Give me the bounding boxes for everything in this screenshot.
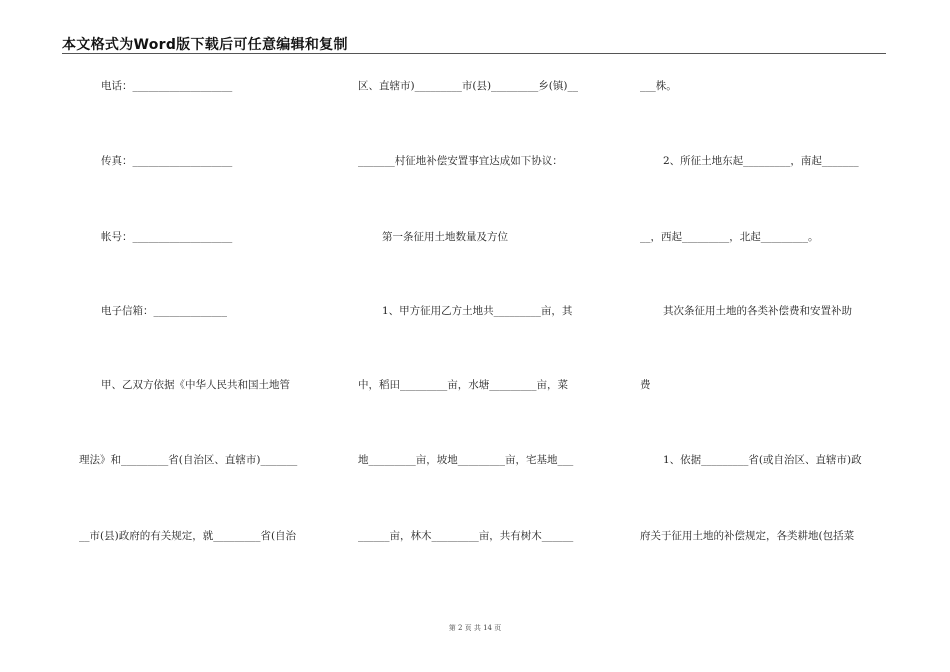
left-line-phone: 电话：___________________ — [101, 80, 233, 92]
right-line-fee: 费 — [640, 379, 651, 391]
middle-line-article-one: 第一条征用土地数量及方位 — [382, 231, 508, 243]
middle-line-district: 区、直辖市)_________市(县)_________乡(镇)__ — [358, 80, 578, 92]
left-line-city: __市(县)政府的有关规定，就_________省(自治 — [79, 530, 297, 542]
header-rule — [62, 53, 886, 54]
left-line-email: 电子信箱：______________ — [101, 305, 227, 317]
right-line-bounds-west: __，西起_________，北起_________。 — [640, 231, 819, 243]
middle-line-slope: 地_________亩，坡地_________亩，宅基地___ — [358, 454, 574, 466]
middle-line-paddy: 中，稻田_________亩，水塘_________亩，菜 — [358, 379, 568, 391]
document-header: 本文格式为Word版下载后可任意编辑和复制 — [62, 37, 348, 53]
right-line-regulation: 府关于征用土地的补偿规定，各类耕地(包括菜 — [640, 530, 855, 542]
left-line-law: 理法》和_________省(自治区、直辖市)_______ — [79, 454, 298, 466]
right-line-bounds-east: 2、所征土地东起_________，南起_______ — [663, 155, 859, 167]
right-line-province: 1、依据_________省(或自治区、直辖市)政 — [663, 454, 862, 466]
left-line-basis: 甲、乙双方依据《中华人民共和国土地管 — [101, 379, 290, 391]
middle-line-land-total: 1、甲方征用乙方土地共_________亩，其 — [382, 305, 573, 317]
left-line-fax: 传真：___________________ — [101, 155, 233, 167]
middle-line-village: _______村征地补偿安置事宜达成如下协议： — [358, 155, 563, 167]
left-line-account: 帐号：___________________ — [101, 231, 233, 243]
middle-line-forest: ______亩，林木_________亩，共有树木______ — [358, 530, 574, 542]
right-line-trees: ___株。 — [640, 80, 677, 92]
right-line-article-two: 其次条征用土地的各类补偿费和安置补助 — [663, 305, 852, 317]
page-number: 第 2 页 共 14 页 — [448, 624, 502, 632]
